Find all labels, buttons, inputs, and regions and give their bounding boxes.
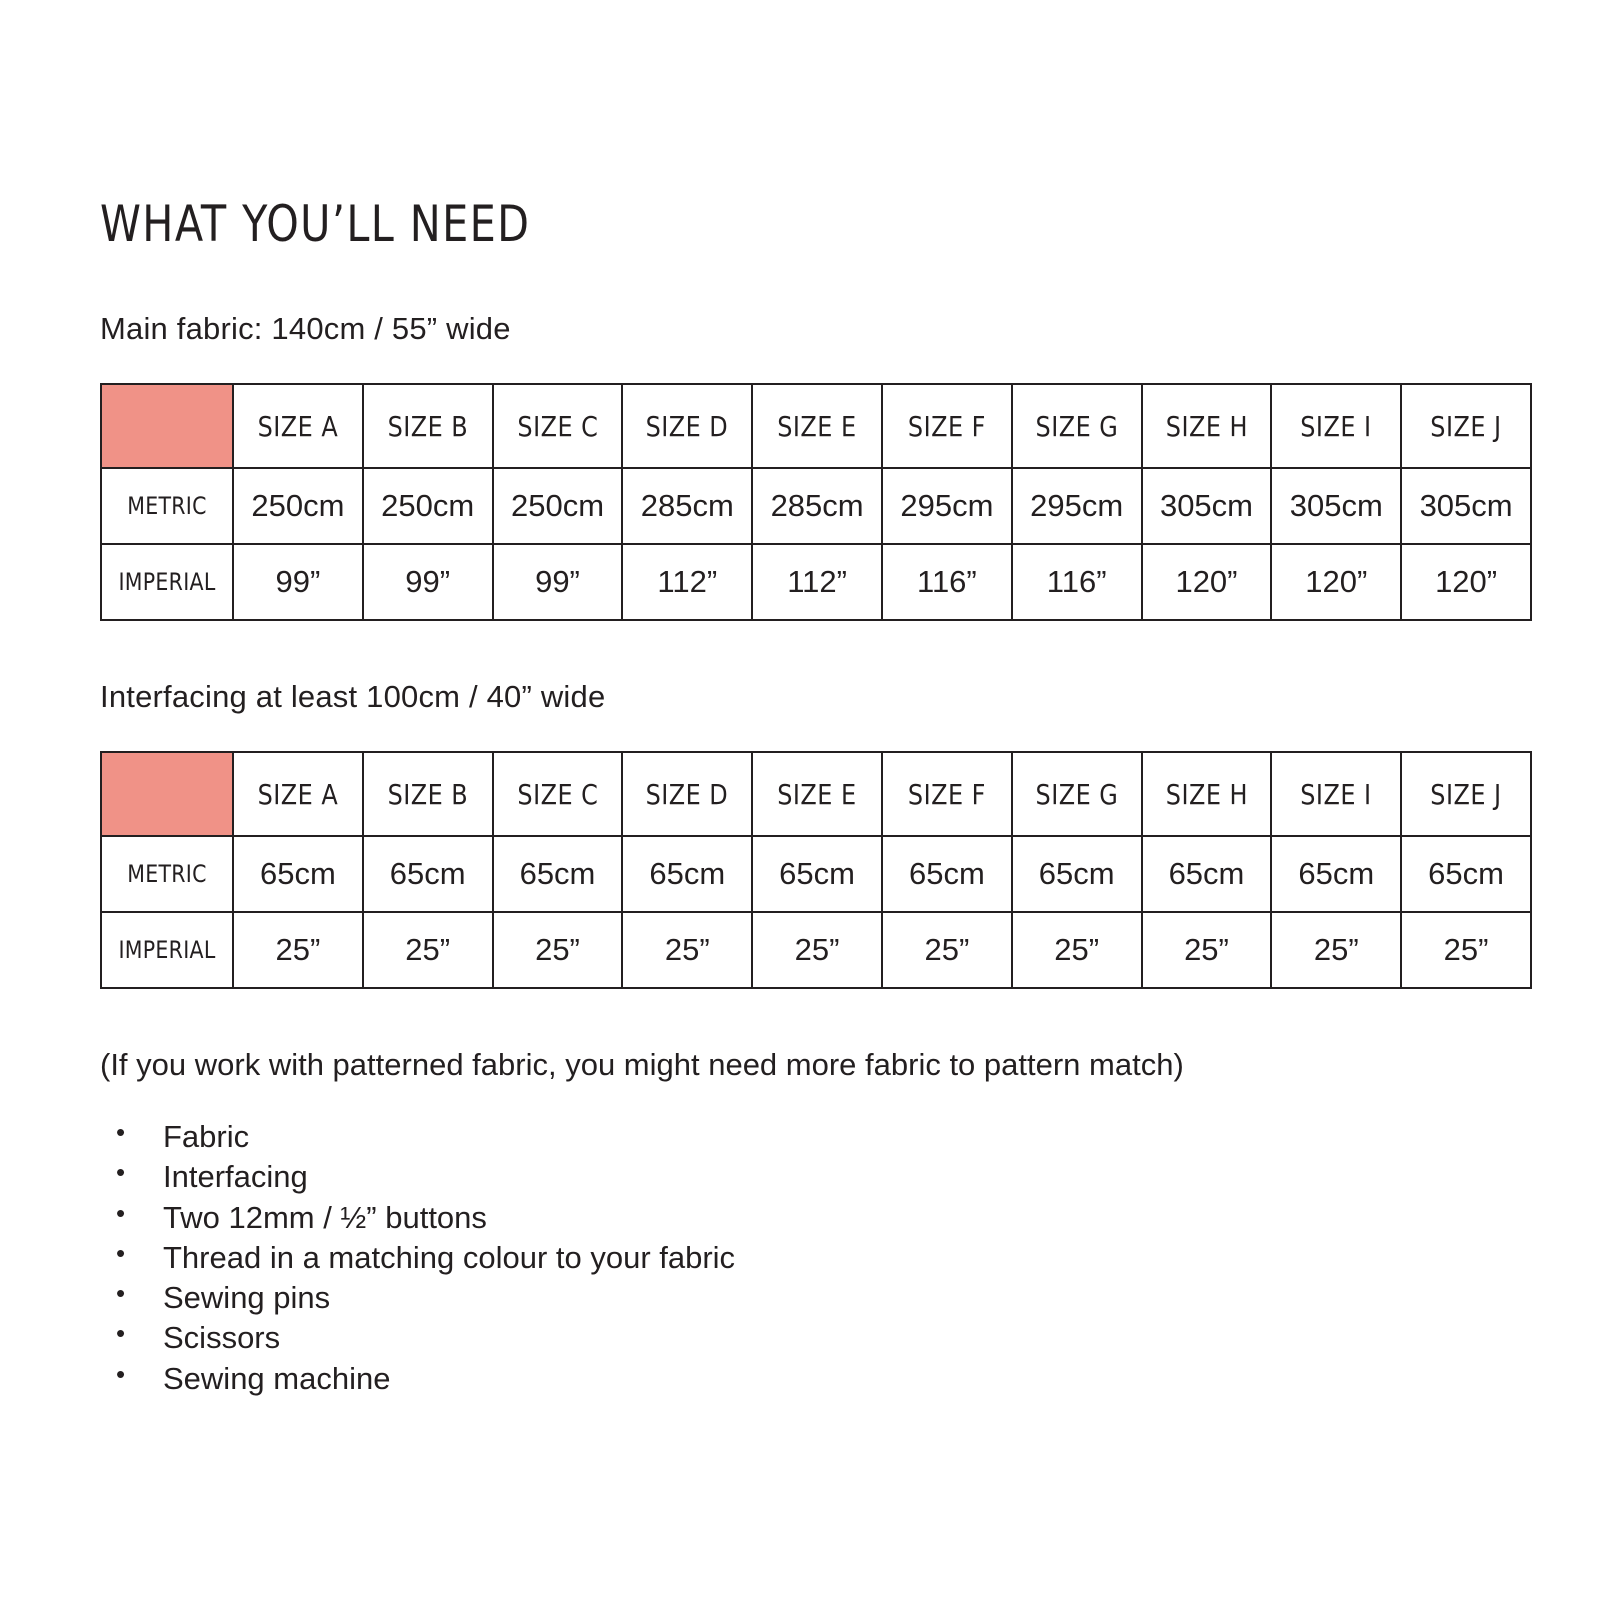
table-cell: 305cm	[1142, 468, 1272, 544]
table-cell: 65cm	[363, 836, 493, 912]
table-cell: 99”	[233, 544, 363, 620]
column-header: SIZE G	[1015, 384, 1138, 468]
column-header: SIZE C	[496, 384, 619, 468]
table-cell: 120”	[1271, 544, 1401, 620]
column-header: SIZE I	[1275, 384, 1398, 468]
column-header: SIZE B	[366, 752, 489, 836]
interfacing-label: Interfacing at least 100cm / 40” wide	[100, 679, 606, 714]
corner-accent-cell	[101, 752, 233, 836]
table-header-row	[101, 752, 1531, 836]
column-header: SIZE I	[1275, 752, 1398, 836]
column-header: SIZE A	[236, 384, 359, 468]
column-header: SIZE F	[885, 752, 1008, 836]
table-cell: 25”	[752, 912, 882, 988]
column-header: SIZE D	[626, 752, 749, 836]
table-cell: 116”	[1012, 544, 1142, 620]
list-item: • Sewing machine	[108, 1359, 1520, 1399]
table-cell: 305cm	[1401, 468, 1531, 544]
table-cell: 99”	[363, 544, 493, 620]
table-cell: 65cm	[493, 836, 623, 912]
list-item: • Interfacing	[108, 1157, 1520, 1197]
table-cell: 25”	[622, 912, 752, 988]
table-cell: 65cm	[233, 836, 363, 912]
table-cell: 25”	[1271, 912, 1401, 988]
table-cell: 99”	[493, 544, 623, 620]
column-header: SIZE J	[1404, 384, 1527, 468]
table-cell: 250cm	[493, 468, 623, 544]
column-header: SIZE F	[885, 384, 1008, 468]
table-cell: 65cm	[1142, 836, 1272, 912]
table-cell: 25”	[1142, 912, 1272, 988]
table-cell: 25”	[1012, 912, 1142, 988]
table-cell: 25”	[233, 912, 363, 988]
table-cell: 295cm	[1012, 468, 1142, 544]
column-header: SIZE E	[755, 752, 878, 836]
table-header-row	[101, 384, 1531, 468]
column-header: SIZE A	[236, 752, 359, 836]
table-cell: 25”	[363, 912, 493, 988]
row-label-imperial: IMPERIAL	[104, 912, 229, 988]
table-cell: 65cm	[1012, 836, 1142, 912]
table-cell: 120”	[1142, 544, 1272, 620]
column-header: SIZE B	[366, 384, 489, 468]
list-item: • Thread in a matching colour to your fabric	[108, 1238, 1520, 1278]
table-cell: 25”	[1401, 912, 1531, 988]
table-row	[101, 468, 1531, 544]
row-label-metric: METRIC	[104, 468, 229, 544]
table-cell: 65cm	[1271, 836, 1401, 912]
row-label-metric: METRIC	[104, 836, 229, 912]
table-cell: 116”	[882, 544, 1012, 620]
table-cell: 285cm	[752, 468, 882, 544]
list-item: • Sewing pins	[108, 1278, 1520, 1318]
table-cell: 65cm	[622, 836, 752, 912]
interfacing-size-table	[100, 751, 1532, 989]
column-header: SIZE J	[1404, 752, 1527, 836]
table-cell: 25”	[493, 912, 623, 988]
table-row	[101, 836, 1531, 912]
table-cell: 65cm	[752, 836, 882, 912]
column-header: SIZE H	[1145, 752, 1268, 836]
main-fabric-label: Main fabric: 140cm / 55” wide	[100, 311, 511, 346]
table-cell: 250cm	[363, 468, 493, 544]
corner-accent-cell	[101, 384, 233, 468]
table-cell: 295cm	[882, 468, 1012, 544]
table-row	[101, 912, 1531, 988]
list-item: • Fabric	[108, 1117, 1520, 1157]
column-header: SIZE D	[626, 384, 749, 468]
table-cell: 65cm	[882, 836, 1012, 912]
table-cell: 112”	[752, 544, 882, 620]
supplies-list	[100, 1117, 1520, 1399]
list-item: • Two 12mm / ½” buttons	[108, 1198, 1520, 1238]
table-cell: 250cm	[233, 468, 363, 544]
table-cell: 305cm	[1271, 468, 1401, 544]
column-header: SIZE E	[755, 384, 878, 468]
column-header: SIZE H	[1145, 384, 1268, 468]
list-item: • Scissors	[108, 1318, 1520, 1358]
table-cell: 65cm	[1401, 836, 1531, 912]
table-cell: 285cm	[622, 468, 752, 544]
main-fabric-size-table	[100, 383, 1532, 621]
table-cell: 25”	[882, 912, 1012, 988]
pattern-match-note: (If you work with patterned fabric, you might need more fabric to pattern match)	[100, 1047, 1184, 1082]
column-header: SIZE C	[496, 752, 619, 836]
row-label-imperial: IMPERIAL	[104, 544, 229, 620]
table-row	[101, 544, 1531, 620]
column-header: SIZE G	[1015, 752, 1138, 836]
page-title: WHAT YOU’LL NEED	[100, 195, 531, 253]
table-cell: 120”	[1401, 544, 1531, 620]
table-cell: 112”	[622, 544, 752, 620]
